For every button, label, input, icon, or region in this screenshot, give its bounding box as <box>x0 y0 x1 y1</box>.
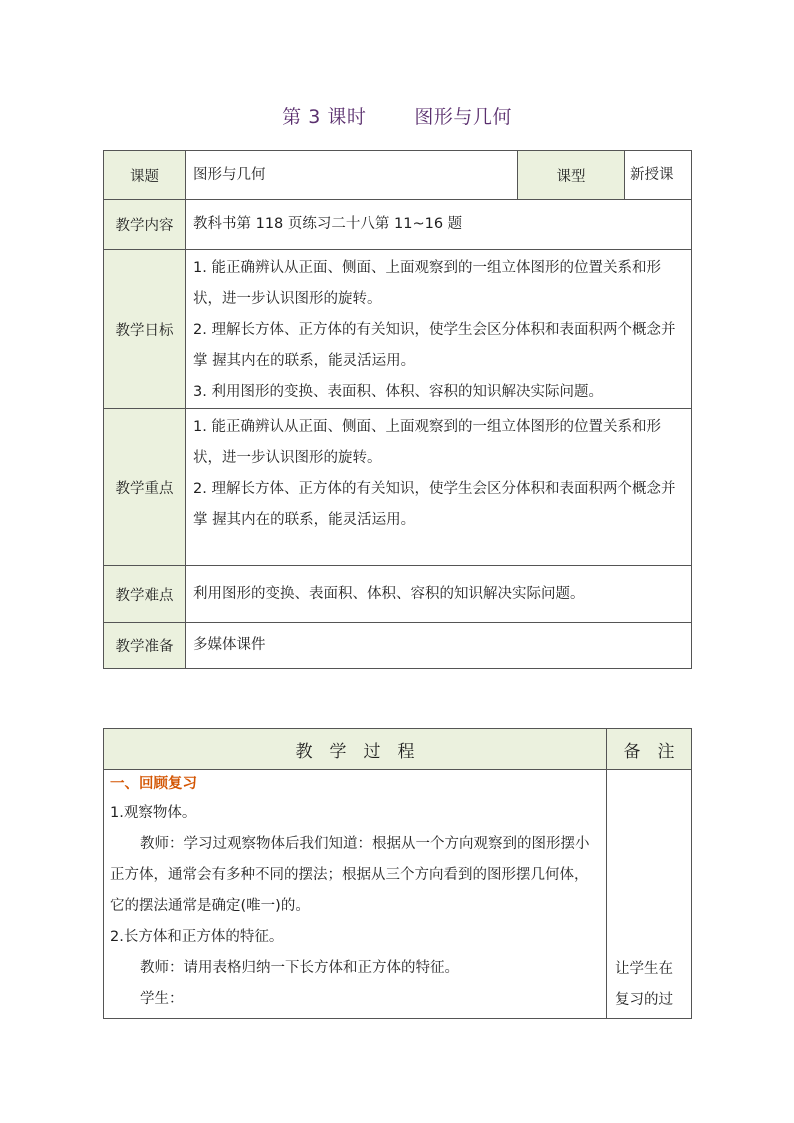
goal-item: 1. 能正确辨认从正面、侧面、上面观察到的一组立体图形的位置关系和形状，进一步认识图形的旋转。 <box>193 260 661 307</box>
topic-value: 图形与几何 <box>186 151 518 200</box>
table-row <box>104 250 692 409</box>
table-row <box>104 200 692 250</box>
notes-header: 备 注 <box>607 729 692 770</box>
lesson-topic: 图形与几何 <box>414 106 512 128</box>
table-row <box>104 729 692 770</box>
notes-cell: 让学生在复习的过 <box>607 770 692 1019</box>
goals-cell <box>186 250 692 409</box>
review-item-2-student: 学生： <box>140 991 184 1007</box>
difficulty-label: 教学难点 <box>104 566 186 623</box>
section-heading: 一、回顾复习 <box>110 776 197 792</box>
table-row <box>104 770 692 1019</box>
process-table <box>103 728 692 1019</box>
review-item-2-text: 教师：请用表格归纳一下长方体和正方体的特征。 <box>140 960 459 976</box>
page-title <box>0 102 794 129</box>
review-item-2: 2.长方体和正方体的特征。 <box>110 929 284 945</box>
goal-item: 3. 利用图形的变换、表面积、体积、容积的知识解决实际问题。 <box>193 384 603 400</box>
lesson-number: 第 3 课时 <box>282 106 367 128</box>
type-label: 课型 <box>518 151 625 200</box>
content-value: 教科书第 118 页练习二十八第 11~16 题 <box>186 200 692 250</box>
key-points-label: 教学重点 <box>104 409 186 566</box>
lesson-info-table <box>103 150 692 669</box>
process-content <box>104 770 607 1019</box>
difficulty-value: 利用图形的变换、表面积、体积、容积的知识解决实际问题。 <box>186 566 692 623</box>
key-point-item: 1. 能正确辨认从正面、侧面、上面观察到的一组立体图形的位置关系和形状，进一步认识图形的旋转。 <box>193 419 661 466</box>
table-row <box>104 151 692 200</box>
prep-label: 教学准备 <box>104 623 186 669</box>
key-points-cell <box>186 409 692 566</box>
goal-item: 2. 理解长方体、正方体的有关知识，使学生会区分体积和表面积两个概念并掌 握其内在的联系，能灵活运用。 <box>193 322 676 369</box>
topic-label: 课题 <box>104 151 186 200</box>
process-header: 教 学 过 程 <box>104 729 607 770</box>
prep-value: 多媒体课件 <box>186 623 692 669</box>
review-item-1-text: 教师：学习过观察物体后我们知道：根据从一个方向观察到的图形摆小正方体，通常会有多种不同的摆法；根据从三个方向看到的图形摆几何体，它的摆法通常是确定(唯一)的。 <box>110 836 590 914</box>
review-item-1: 1.观察物体。 <box>110 805 197 821</box>
content-label: 教学内容 <box>104 200 186 250</box>
table-row <box>104 623 692 669</box>
table-row <box>104 566 692 623</box>
type-value: 新授课 <box>625 151 692 200</box>
key-point-item: 2. 理解长方体、正方体的有关知识，使学生会区分体积和表面积两个概念并掌 握其内在的联系，能灵活运用。 <box>193 481 676 528</box>
goals-label: 教学日标 <box>104 250 186 409</box>
table-row <box>104 409 692 566</box>
